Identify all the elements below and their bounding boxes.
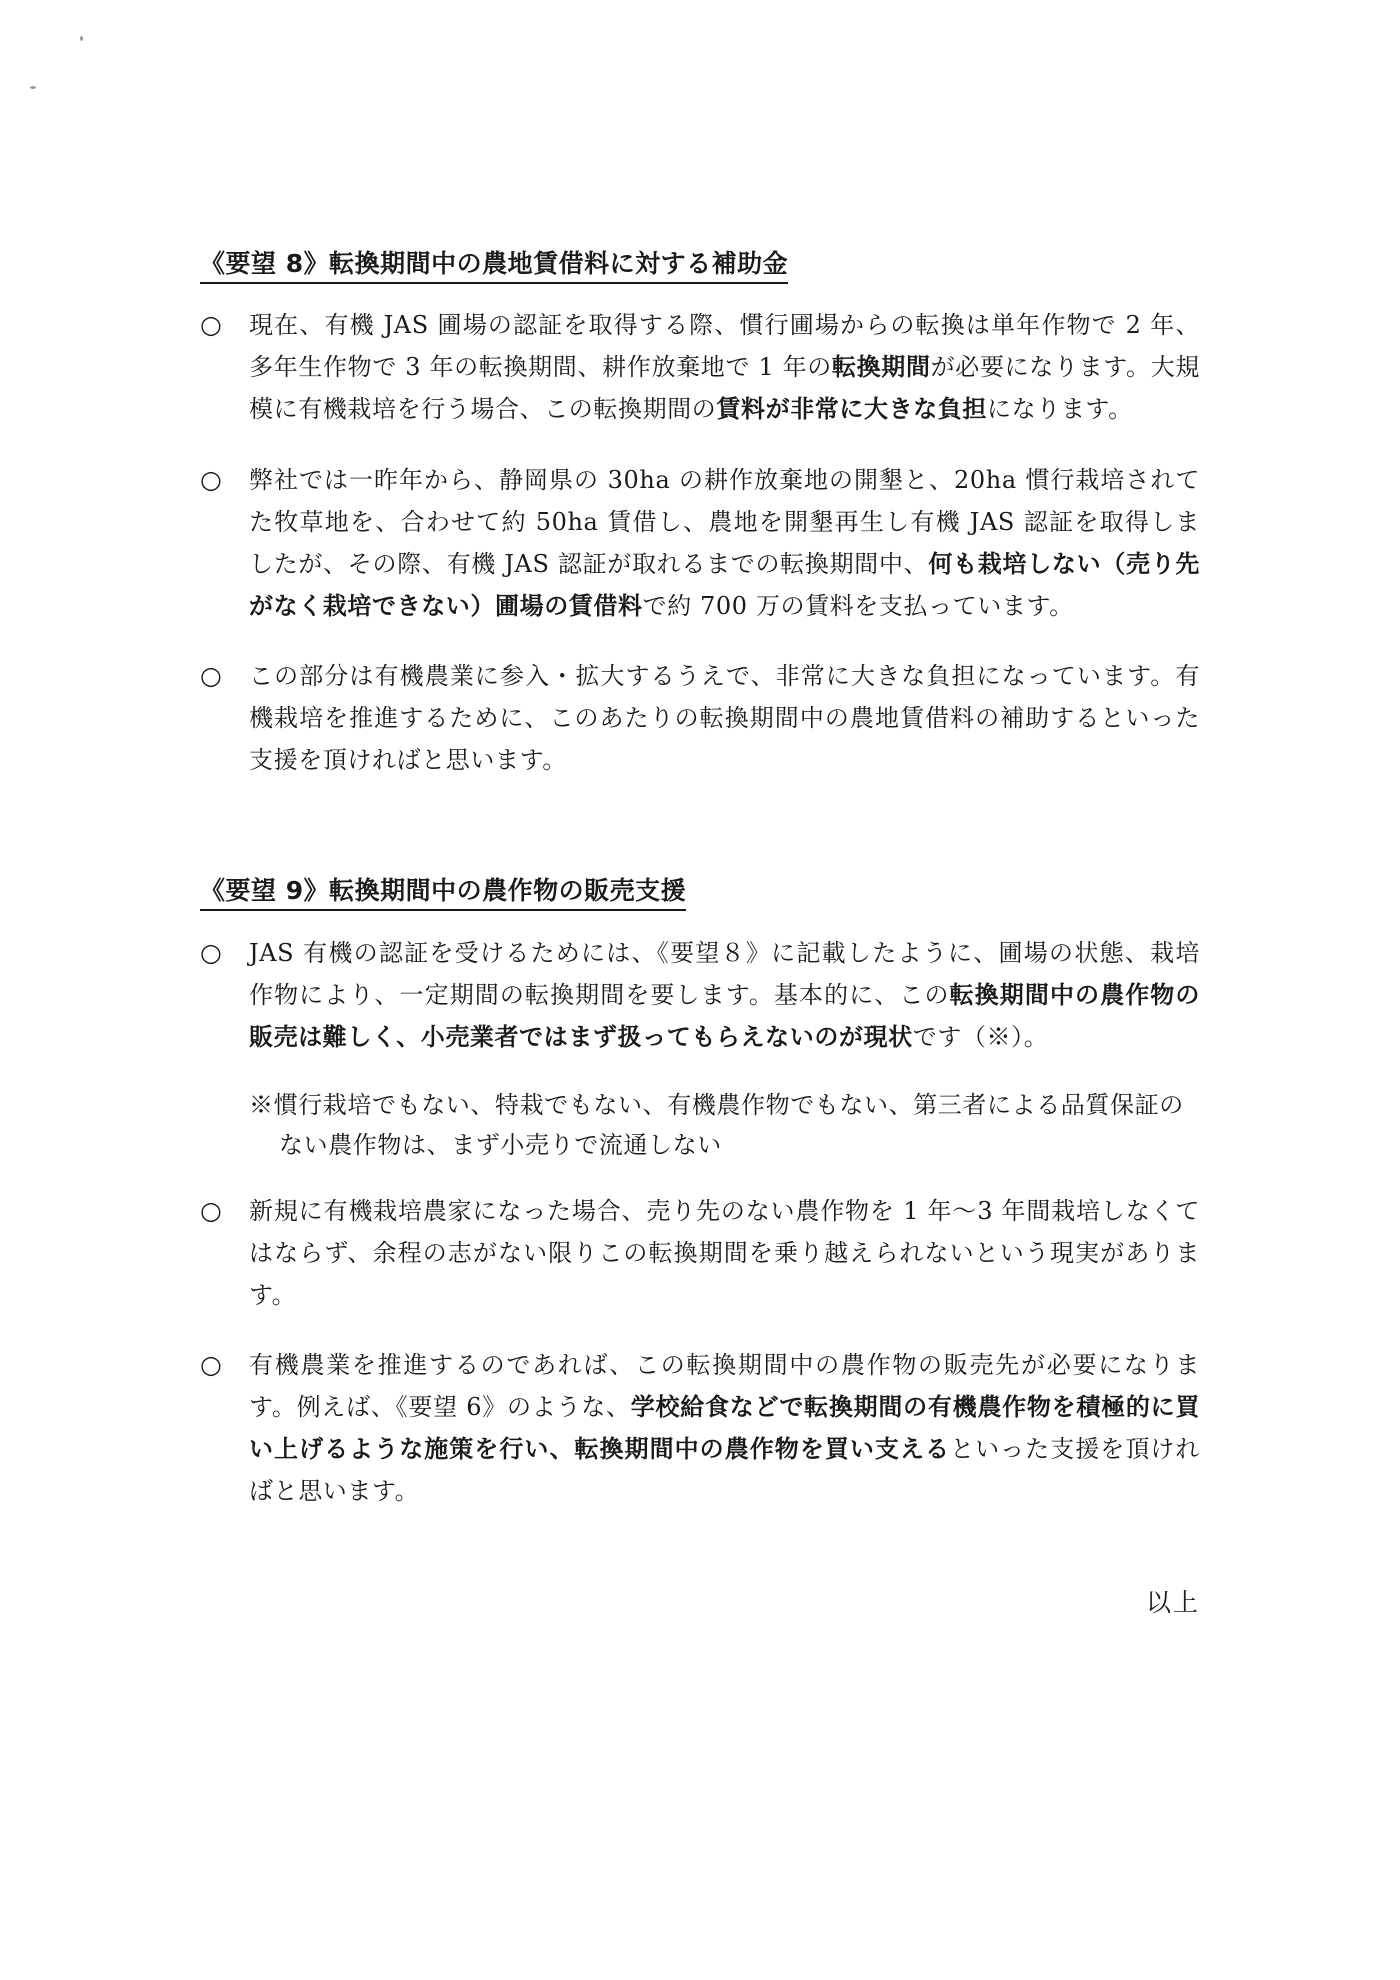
section8-item-2-text <box>249 459 1200 627</box>
text-run: が必要になります。大規模に有機栽培を行う場合、この転換期間の <box>249 353 1200 423</box>
section9-item-2-text <box>249 1190 1200 1316</box>
section8-item-1 <box>200 304 1200 430</box>
section8-item-2 <box>200 459 1200 627</box>
bullet-circle-icon: ○ <box>200 938 222 967</box>
section8-item-3 <box>200 655 1200 781</box>
bullet-circle-icon: ○ <box>200 465 222 494</box>
text-run: 有機農業を推進するのであれば、この転換期間中の農作物の販売先が必要になります。例えば、《要望 6》のような、 <box>249 1351 1200 1421</box>
section9-item-3 <box>200 1344 1200 1512</box>
text-run: この部分は有機農業に参入・拡大するうえで、非常に大きな負担になっています。有機栽培を推進するために、このあたりの転換期間中の農地賃借料の補助するといった支援を頂ければと思います。 <box>249 662 1200 774</box>
text-run: 弊社では一昨年から、静岡県の 30ha の耕作放棄地の開墾と、20ha 慣行栽培されてた牧草地を、合わせて約 50ha 賃借し、農地を開墾再生し有機 JAS 認証を取得しましたが、その際、有機 JAS 認証が取れるまでの転換期間中、 <box>249 466 1200 578</box>
section9-heading: 《要望 9》転換期間中の農作物の販売支援 <box>200 871 686 911</box>
section9-item-3-text <box>249 1344 1200 1512</box>
bullet-circle-icon: ○ <box>200 1350 222 1379</box>
scan-speck <box>30 86 36 89</box>
emphasis-text: 何も栽培しない（売り先がなく栽培できない）圃場の賃借料 <box>249 550 1200 620</box>
text-run: 現在、有機 JAS 圃場の認証を取得する際、慣行圃場からの転換は単年作物で 2 年、多年生作物で 3 年の転換期間、耕作放棄地で 1 年の <box>249 311 1200 381</box>
emphasis-text: 学校給食などで転換期間の有機農作物を積極的に買い上げるような施策を行い、転換期間中の農作物を買い支える <box>249 1393 1200 1463</box>
section9-item-2 <box>200 1190 1200 1316</box>
text-run: になります。 <box>987 395 1133 423</box>
text-run: JAS 有機の認証を受けるためには、《要望８》に記載したように、圃場の状態、栽培作物により、一定期間の転換期間を要します。基本的に、この <box>249 939 1200 1009</box>
emphasis-text: 転換期間中の農作物の販売は難しく、小売業者ではまず扱ってもらえないのが現状 <box>249 981 1200 1051</box>
scan-speck <box>80 36 83 41</box>
section9-footnote <box>249 1085 1199 1165</box>
section8-item-1-text <box>249 304 1200 430</box>
bullet-circle-icon: ○ <box>200 1196 222 1225</box>
section8-item-3-text <box>249 655 1200 781</box>
emphasis-text: 転換期間 <box>831 353 931 381</box>
bullet-circle-icon: ○ <box>200 310 222 339</box>
section9-item-1 <box>200 932 1200 1058</box>
emphasis-text: 賃料が非常に大きな負担 <box>716 395 988 423</box>
bullet-circle-icon: ○ <box>200 661 222 690</box>
footnote-line: ない農作物は、まず小売りで流通しない <box>279 1131 722 1159</box>
text-run: といった支援を頂ければと思います。 <box>249 1435 1200 1505</box>
section8-heading: 《要望 8》転換期間中の農地賃借料に対する補助金 <box>200 244 788 284</box>
closing-text: 以上 <box>1145 1588 1200 1617</box>
footnote-line: ※慣行栽培でもない、特栽でもない、有機農作物でもない、第三者による品質保証の <box>249 1091 1184 1119</box>
text-run: で約 700 万の賃料を支払っています。 <box>642 592 1074 620</box>
text-run: です（※）。 <box>912 1023 1049 1051</box>
text-run: 新規に有機栽培農家になった場合、売り先のない農作物を 1 年〜3 年間栽培しなくてはならず、余程の志がない限りこの転換期間を乗り越えられないという現実があります。 <box>249 1197 1200 1309</box>
section9-item-1-text <box>249 932 1200 1058</box>
